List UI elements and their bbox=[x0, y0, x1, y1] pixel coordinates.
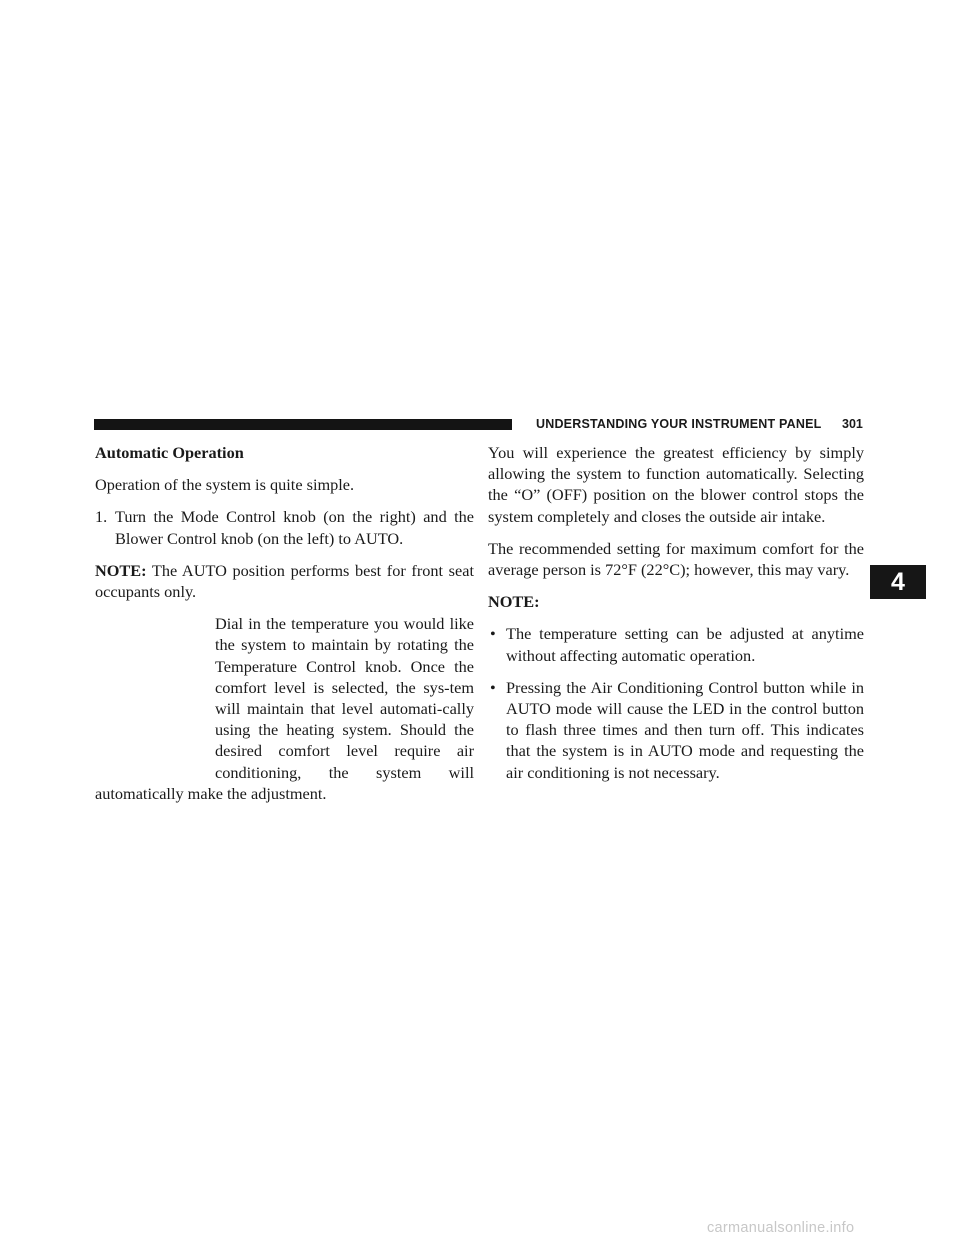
efficiency-paragraph: You will experience the greatest efficiency by simply allowing the system to function automatically. Selecting the “O” (OFF) position on the blower control stops the system completely and closes the outside air intake. bbox=[488, 443, 864, 526]
section-title: UNDERSTANDING YOUR INSTRUMENT PANEL bbox=[536, 417, 822, 431]
note-text: The AUTO position performs best for front seat occupants only. bbox=[95, 560, 474, 602]
right-column bbox=[488, 442, 864, 794]
note-label: NOTE: bbox=[95, 560, 147, 580]
note-heading: NOTE: bbox=[488, 592, 540, 612]
intro-paragraph: Operation of the system is quite simple. bbox=[95, 475, 355, 495]
comfort-paragraph: The recommended setting for maximum comfort for the average person is 72°F (22°C); however, this may vary. bbox=[488, 538, 864, 580]
bullet-text: Pressing the Air Conditioning Control button while in AUTO mode will cause the LED in the control button to flash three times and then turn off. This indicates that the system is in AUTO mode and requesting the air conditioning is not necessary. bbox=[506, 677, 864, 782]
bullet-icon: • bbox=[490, 677, 496, 697]
left-column bbox=[95, 442, 474, 804]
bullet-icon: • bbox=[490, 624, 496, 644]
step-number: 1. bbox=[95, 507, 108, 527]
note-paragraph bbox=[95, 560, 474, 602]
section-heading: Automatic Operation bbox=[95, 443, 244, 462]
header-rule bbox=[94, 419, 512, 430]
watermark: carmanualsonline.info bbox=[707, 1220, 855, 1236]
chapter-tab: 4 bbox=[870, 565, 926, 599]
bullet-text: The temperature setting can be adjusted at anytime without affecting automatic operation. bbox=[506, 624, 864, 665]
dial-paragraph: Dial in the temperature you would like the system to maintain by rotating the Temperature Control knob. Once the comfort level is selected, the sys-tem will maintain that level automati-cally using the heating system. Should the desired comfort level require air conditioning, the system will automatically make the adjustment. bbox=[95, 614, 474, 803]
bullet-item bbox=[488, 623, 864, 665]
figure-placeholder bbox=[95, 613, 215, 777]
page-number: 301 bbox=[842, 417, 863, 431]
step-text: Turn the Mode Control knob (on the right) and the Blower Control knob (on the left) to AUTO. bbox=[115, 507, 474, 548]
bullet-item bbox=[488, 677, 864, 783]
step-1 bbox=[95, 506, 474, 548]
